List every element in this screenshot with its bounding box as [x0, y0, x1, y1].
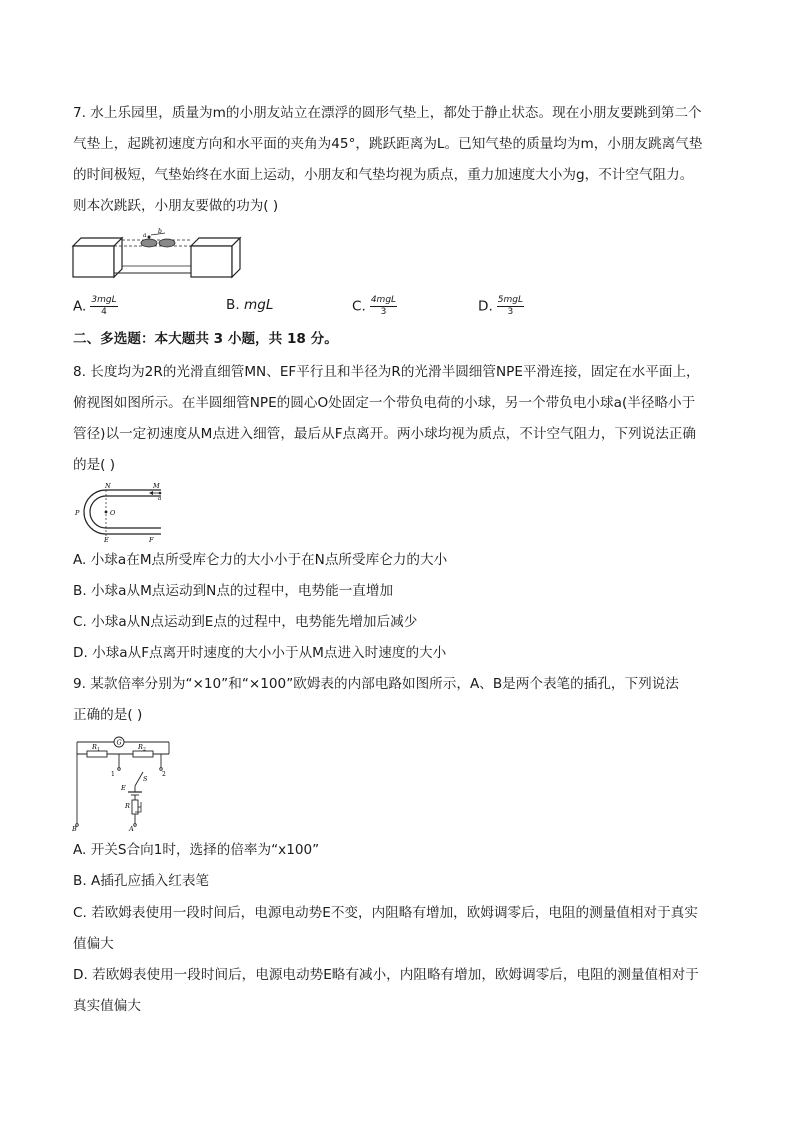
q7-label-a: a — [143, 232, 147, 239]
q8-line-4: 的是( ) — [73, 457, 116, 473]
q8-label-f: F — [149, 536, 154, 544]
q7-option-d-fraction — [497, 295, 524, 318]
q7-option-b[interactable] — [226, 295, 273, 315]
q7-option-a-letter: A. — [73, 298, 87, 315]
q7-option-d-numerator: 5mgL — [497, 295, 524, 305]
q9-label-r2-sub: 2 — [143, 747, 146, 753]
q7-option-b-letter: B. — [226, 297, 240, 313]
q8-label-n: N — [105, 482, 111, 490]
q7-option-d-letter: D. — [478, 298, 493, 315]
q9-label-a: A — [129, 825, 134, 833]
q9-label-r: R — [125, 802, 130, 810]
q7-option-d-denominator: 3 — [507, 307, 514, 317]
q9-option-b[interactable]: B. A插孔应插入红表笔 — [73, 873, 210, 889]
q7-option-a-fraction — [90, 295, 117, 318]
q8-option-c[interactable]: C. 小球a从N点运动到E点的过程中，电势能先增加后减少 — [73, 614, 418, 630]
q7-option-c[interactable] — [352, 295, 397, 318]
q9-label-s: S — [143, 775, 148, 783]
q8-label-e: E — [104, 536, 109, 544]
q9-option-d-line-2[interactable]: 真实值偏大 — [73, 998, 141, 1014]
q7-option-a-numerator: 3mgL — [91, 295, 117, 305]
q9-figure-ohmmeter-circuit — [73, 732, 173, 832]
q9-option-a[interactable]: A. 开关S合向1时，选择的倍率为“x100” — [73, 842, 320, 858]
q7-line-2: 气垫上，起跳初速度方向和水平面的夹角为45°，跳跃距离为L。已知气垫的质量均为m，小朋友跳离气垫 — [73, 136, 703, 152]
q7-line-4: 则本次跳跃，小朋友要做的功为( ) — [73, 198, 279, 214]
q9-line-2: 正确的是( ) — [73, 707, 143, 723]
q9-label-r1-sub: 1 — [97, 747, 100, 753]
q8-option-d[interactable]: D. 小球a从F点离开时速度的大小小于从M点进入时速度的大小 — [73, 645, 447, 661]
q9-option-d-line-1[interactable]: D. 若欧姆表使用一段时间后，电源电动势E略有减小，内阻略有增加，欧姆调零后，电阻的测量值相对于 — [73, 967, 699, 983]
q8-label-p: P — [75, 509, 80, 517]
q9-option-c-line-1[interactable]: C. 若欧姆表使用一段时间后，电源电动势E不变，内阻略有增加，欧姆调零后，电阻的测量值相对于真实 — [73, 905, 698, 921]
q7-figure-air-cushions — [73, 228, 243, 280]
q7-option-b-text: mgL — [243, 297, 274, 313]
q7-option-d[interactable] — [478, 295, 524, 318]
q9-label-b: B — [72, 825, 77, 833]
q9-label-e: E — [121, 784, 126, 792]
q7-option-c-fraction — [370, 295, 397, 318]
q8-option-b[interactable]: B. 小球a从M点运动到N点的过程中，电势能一直增加 — [73, 583, 394, 599]
section-heading-multiple-choice: 二、多选题：本大题共 3 小题，共 18 分。 — [73, 331, 338, 347]
q7-option-c-denominator: 3 — [380, 307, 387, 317]
q7-line-3: 的时间极短，气垫始终在水面上运动，小朋友和气垫均视为质点，重力加速度大小为g，不计空气阻力。 — [73, 167, 694, 183]
q9-line-1: 9. 某款倍率分别为“×10”和“×100”欧姆表的内部电路如图所示，A、B是两个表笔的插孔，下列说法 — [73, 676, 679, 692]
q8-label-o: O — [110, 509, 116, 517]
q7-option-a-denominator: 4 — [101, 307, 107, 317]
q9-label-g: G — [116, 738, 122, 747]
q8-label-a: a — [158, 496, 162, 502]
q8-figure-tube — [73, 482, 165, 542]
q8-option-a[interactable]: A. 小球a在M点所受库仑力的大小小于在N点所受库仑力的大小 — [73, 552, 448, 568]
q9-label-2: 2 — [162, 771, 166, 778]
q8-line-3: 管径)以一定初速度从M点进入细管，最后从F点离开。两小球均视为质点，不计空气阻力，下列说法正确 — [73, 426, 696, 442]
q9-label-1: 1 — [111, 771, 115, 778]
q8-line-2: 俯视图如图所示。在半圆细管NPE的圆心O处固定一个带负电荷的小球，另一个带负电小球a(半径略小于 — [73, 395, 696, 411]
q7-label-b: b — [158, 228, 162, 235]
q7-option-c-numerator: 4mgL — [370, 295, 397, 305]
q7-option-a[interactable] — [73, 295, 118, 318]
q8-label-m: M — [153, 482, 160, 490]
q9-option-c-line-2[interactable]: 值偏大 — [73, 936, 114, 952]
q9-label-r1: R — [92, 743, 97, 751]
q7-line-1: 7. 水上乐园里，质量为m的小朋友站立在漂浮的圆形气垫上，都处于静止状态。现在小朋友要跳到第二个 — [73, 105, 702, 121]
q9-label-r2: R — [138, 743, 143, 751]
q7-option-c-letter: C. — [352, 298, 366, 315]
q8-line-1: 8. 长度均为2R的光滑直细管MN、EF平行且和半径为R的光滑半圆细管NPE平滑连接，固定在水平面上， — [73, 364, 700, 380]
